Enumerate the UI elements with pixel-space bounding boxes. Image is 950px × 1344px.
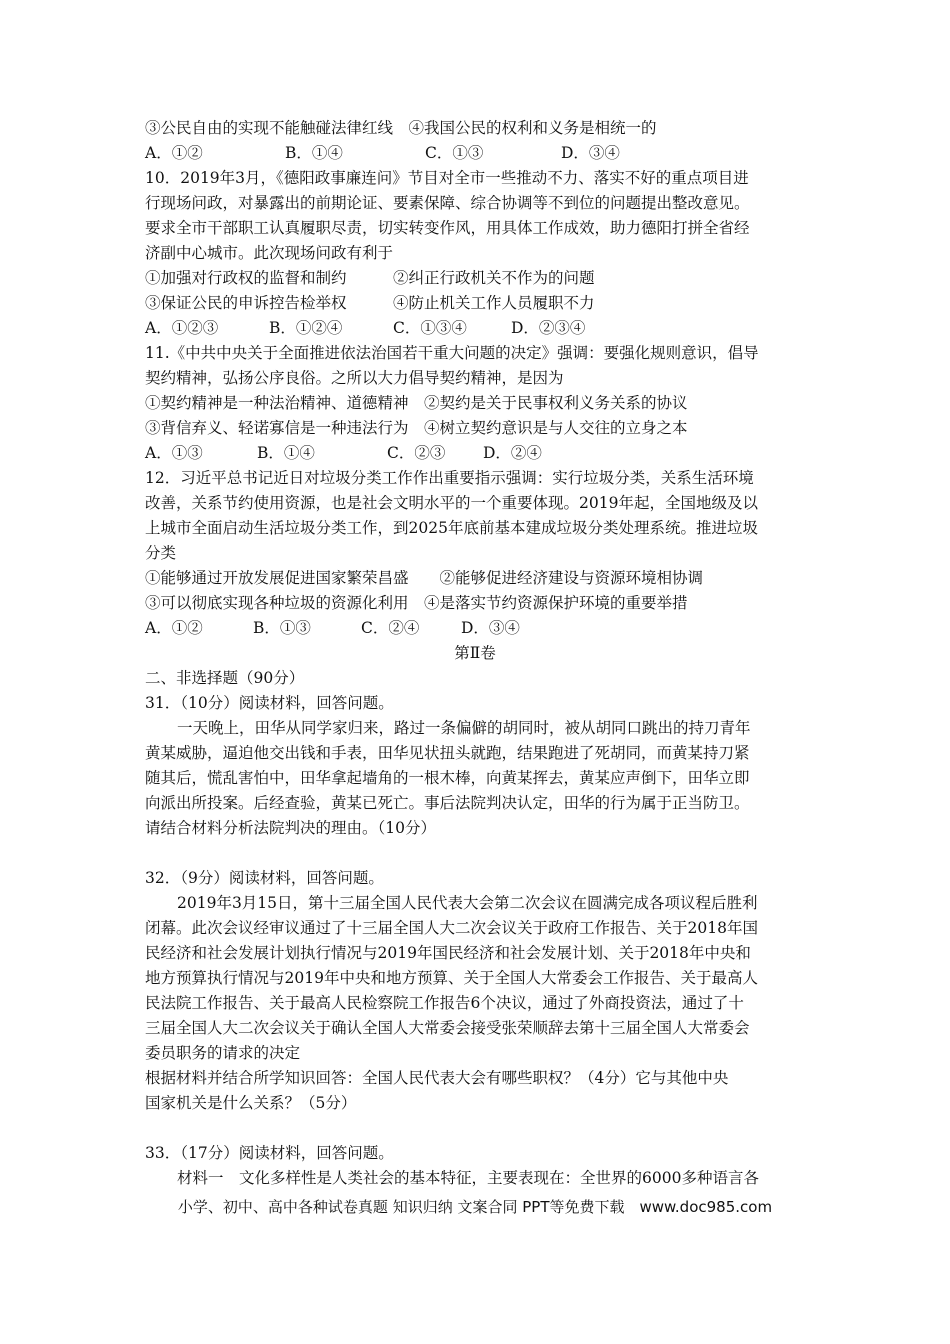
- option-c: C．②③: [387, 444, 446, 462]
- q12-options: [145, 618, 520, 638]
- q31-material-line: 向派出所投案。后经查验，黄某已死亡。事后法院判决认定，田华的行为属于正当防卫。: [145, 794, 750, 812]
- q12-item-line: ①能够通过开放发展促进国家繁荣昌盛 ②能够促进经济建设与资源环境相协调: [145, 569, 704, 587]
- q10-stem-line: 济副中心城市。此次现场问政有利于: [145, 244, 394, 262]
- option-a: A．①②: [145, 619, 203, 637]
- q12-stem-line: 改善，关系节约使用资源，也是社会文明水平的一个重要体现。2019年起，全国地级及以: [145, 494, 758, 512]
- footer-ad-text: 小学、初中、高中各种试卷真题 知识归纳 文案合同 PPT等免费下载 www.doc985.com: [177, 1198, 773, 1216]
- option-b: B．①③: [253, 619, 311, 637]
- q32-material-line: 委员职务的请求的决定: [145, 1044, 301, 1062]
- q11-options: [145, 443, 542, 463]
- option-a: A．①②③: [145, 319, 219, 337]
- q12-stem-line: 12．习近平总书记近日对垃圾分类工作作出重要指示强调：实行垃圾分类，关系生活环境: [145, 469, 754, 487]
- q31-material-line: 一天晚上，田华从同学家归来，路过一条偏僻的胡同时，被从胡同口跳出的持刀青年: [177, 719, 751, 737]
- q9-item-line: ③公民自由的实现不能触碰法律红线 ④我国公民的权利和义务是相统一的: [145, 119, 657, 137]
- option-c: C．①③④: [393, 319, 467, 337]
- q11-stem-line: 契约精神，弘扬公序良俗。之所以大力倡导契约精神，是因为: [145, 369, 564, 387]
- option-b: B．①④: [257, 444, 315, 462]
- q32-material-line: 闭幕。此次会议经审议通过了十三届全国人大二次会议关于政府工作报告、关于2018年国: [145, 919, 758, 937]
- part-title: 第Ⅱ卷: [454, 644, 496, 662]
- q33-material-line: 材料一 文化多样性是人类社会的基本特征，主要表现在：全世界的6000多种语言各: [177, 1169, 759, 1187]
- q32-material-line: 民经济和社会发展计划执行情况与2019年国民经济和社会发展计划、关于2018年中央和: [145, 944, 751, 962]
- q11-item-line: ①契约精神是一种法治精神、道德精神 ②契约是关于民事权利义务关系的协议: [145, 394, 688, 412]
- q10-item-line: ③保证公民的申诉控告检举权 ④防止机关工作人员履职不力: [145, 294, 595, 312]
- q31-material-line: 黄某威胁，逼迫他交出钱和手表，田华见状扭头就跑，结果跑进了死胡同，而黄某持刀紧: [145, 744, 750, 762]
- q10-stem-line: 10．2019年3月，《德阳政事廉连问》节目对全市一些推动不力、落实不好的重点项目进: [145, 169, 749, 187]
- q33-heading: 33．（17分）阅读材料，回答问题。: [145, 1144, 394, 1162]
- option-d: D．③④: [561, 144, 620, 162]
- q12-item-line: ③可以彻底实现各种垃圾的资源化利用 ④是落实节约资源保护环境的重要举措: [145, 594, 688, 612]
- q9-options: [145, 143, 620, 163]
- q10-stem-line: 要求全市干部职工认真履职尽责，切实转变作风，用具体工作成效，助力德阳打拼全省经: [145, 219, 750, 237]
- q11-item-line: ③背信弃义、轻诺寡信是一种违法行为 ④树立契约意识是与人交往的立身之本: [145, 419, 688, 437]
- option-b: B．①④: [285, 144, 343, 162]
- q10-options: [145, 318, 585, 338]
- q32-material-line: 地方预算执行情况与2019年中央和地方预算、关于全国人大常委会工作报告、关于最高人: [145, 969, 758, 987]
- q32-question: 根据材料并结合所学知识回答：全国人民代表大会有哪些职权？（4分）它与其他中央: [145, 1069, 729, 1087]
- option-c: C．①③: [425, 144, 484, 162]
- option-d: D．③④: [461, 619, 520, 637]
- section-heading: 二、非选择题（90分）: [145, 669, 305, 687]
- q31-heading: 31．（10分）阅读材料，回答问题。: [145, 694, 394, 712]
- q12-stem-line: 上城市全面启动生活垃圾分类工作，到2025年底前基本建成垃圾分类处理系统。推进垃圾: [145, 519, 758, 537]
- option-a: A．①③: [145, 444, 203, 462]
- q32-question: 国家机关是什么关系？（5分）: [145, 1094, 357, 1112]
- q31-material-line: 随其后，慌乱害怕中，田华拿起墙角的一根木棒，向黄某挥去，黄某应声倒下，田华立即: [145, 769, 750, 787]
- q32-material-line: 三届全国人大二次会议关于确认全国人大常委会接受张荣顺辞去第十三届全国人大常委会: [145, 1019, 750, 1037]
- option-c: C．②④: [361, 619, 420, 637]
- q10-stem-line: 行现场问政，对暴露出的前期论证、要素保障、综合协调等不到位的问题提出整改意见。: [145, 194, 750, 212]
- q32-material-line: 2019年3月15日，第十三届全国人民代表大会第二次会议在圆满完成各项议程后胜利: [177, 894, 758, 912]
- q11-stem-line: 11.《中共中央关于全面推进依法治国若干重大问题的决定》强调：要强化规则意识，倡导: [145, 344, 759, 362]
- option-b: B．①②④: [269, 319, 343, 337]
- option-d: D．②④: [483, 444, 542, 462]
- option-d: D．②③④: [511, 319, 586, 337]
- q31-question: 请结合材料分析法院判决的理由。（10分）: [145, 819, 436, 837]
- q32-heading: 32．（9分）阅读材料，回答问题。: [145, 869, 384, 887]
- option-a: A．①②: [145, 144, 203, 162]
- q32-material-line: 民法院工作报告、关于最高人民检察院工作报告6个决议，通过了外商投资法，通过了十: [145, 994, 744, 1012]
- q10-item-line: ①加强对行政权的监督和制约 ②纠正行政机关不作为的问题: [145, 269, 595, 287]
- q12-stem-line: 分类: [145, 544, 177, 562]
